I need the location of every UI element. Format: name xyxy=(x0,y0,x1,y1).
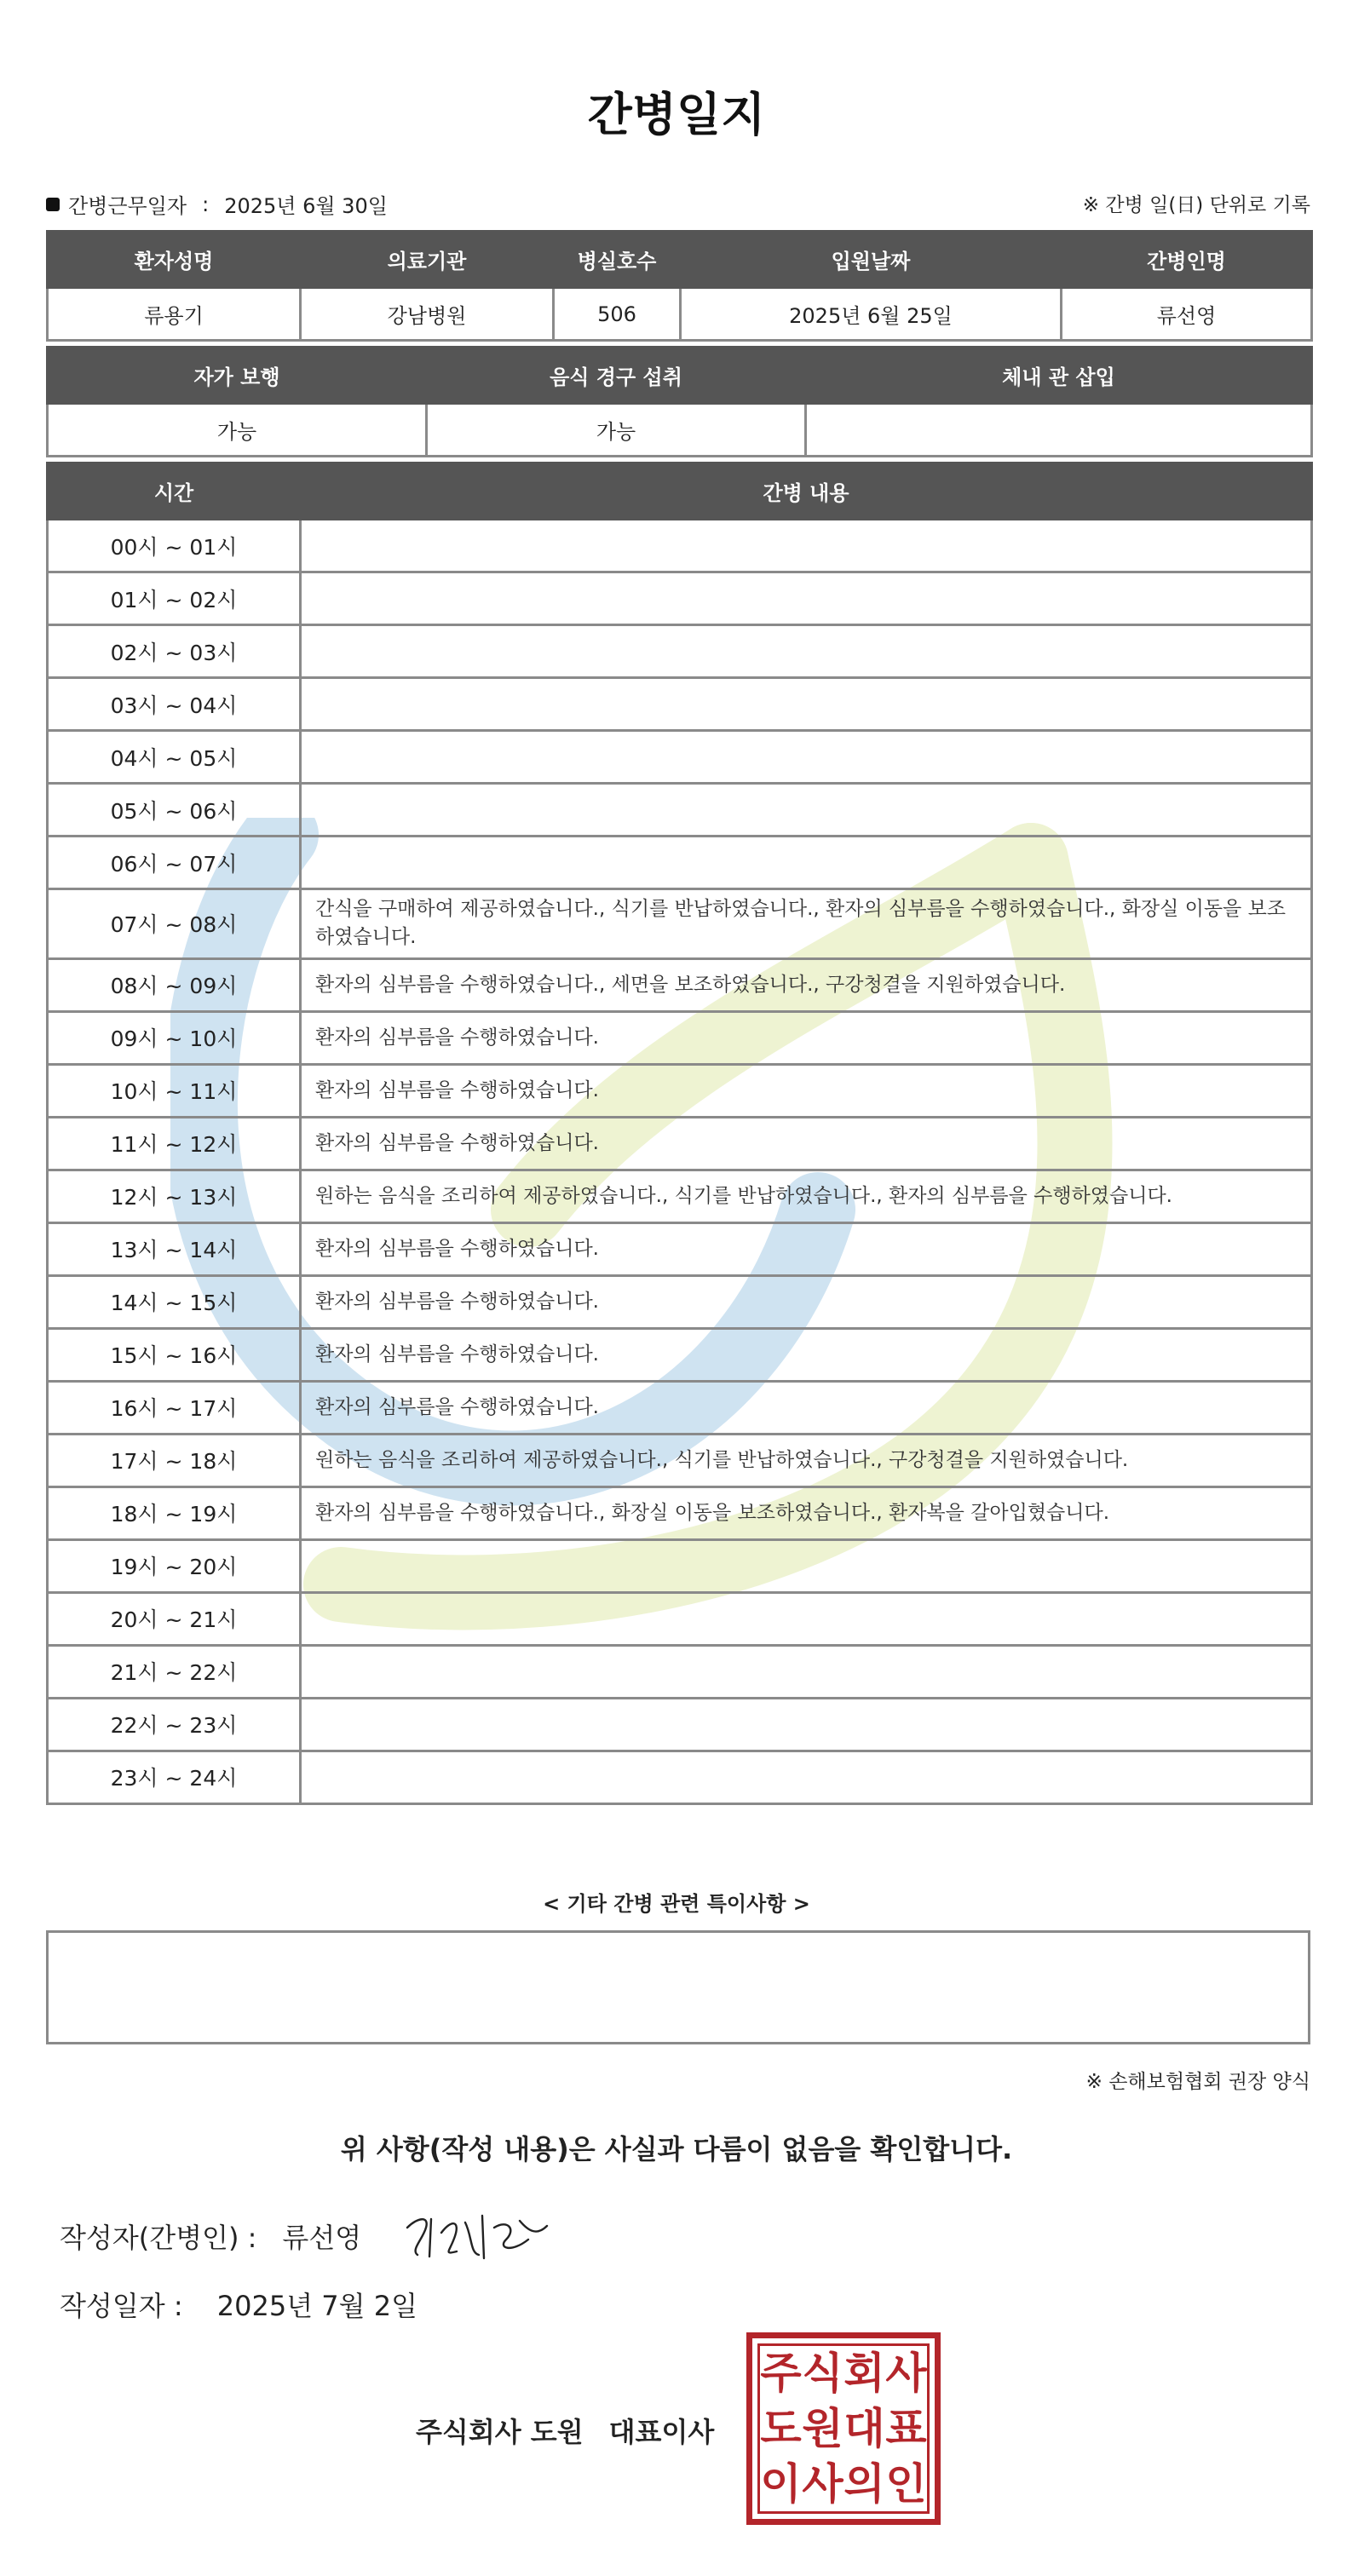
confirmation-statement: 위 사항(작성 내용)은 사실과 다름이 없음을 확인합니다. xyxy=(340,2133,1013,2165)
care-log-time: 07시 ~ 08시 xyxy=(48,889,301,959)
care-log-time: 12시 ~ 13시 xyxy=(48,1170,301,1222)
written-date-label: 작성일자 : xyxy=(60,2290,183,2322)
care-log-time: 16시 ~ 17시 xyxy=(48,1381,301,1434)
care-log-time: 23시 ~ 24시 xyxy=(48,1751,301,1803)
care-log-content: 원하는 음식을 조리하여 제공하였습니다., 식기를 반납하였습니다., 환자의 심부름을 수행하였습니다. xyxy=(301,1170,1312,1222)
care-log-table xyxy=(46,462,1313,1805)
work-date-row xyxy=(46,189,1310,216)
seal-character: 사 xyxy=(802,2458,843,2509)
care-log-content xyxy=(301,1645,1312,1698)
status-value-row xyxy=(48,404,1312,457)
care-log-time: 00시 ~ 01시 xyxy=(48,520,301,572)
care-log-time: 13시 ~ 14시 xyxy=(48,1222,301,1275)
care-log-time: 05시 ~ 06시 xyxy=(48,784,301,837)
seal-character: 원 xyxy=(802,2402,843,2453)
page-title: 간병일지 xyxy=(587,88,766,141)
status-header-row xyxy=(48,348,1312,404)
seal-character: 도 xyxy=(760,2402,802,2453)
care-log-time: 20시 ~ 21시 xyxy=(48,1592,301,1645)
header-caregiver-name: 간병인명 xyxy=(1062,232,1312,288)
care-log-time: 03시 ~ 04시 xyxy=(48,678,301,731)
care-log-row xyxy=(48,1328,1312,1381)
square-bullet-icon xyxy=(46,198,60,211)
care-log-row xyxy=(48,1275,1312,1328)
seal-character: 주 xyxy=(760,2348,802,2399)
care-log-time: 17시 ~ 18시 xyxy=(48,1434,301,1486)
care-log-time: 14시 ~ 15시 xyxy=(48,1275,301,1328)
care-log-content xyxy=(301,572,1312,625)
care-log-time: 01시 ~ 02시 xyxy=(48,572,301,625)
special-notes-title: < 기타 간병 관련 특이사항 > xyxy=(543,1892,810,1916)
care-log-time: 02시 ~ 03시 xyxy=(48,625,301,678)
care-log-row xyxy=(48,1751,1312,1803)
writer-name: 류선영 xyxy=(282,2222,362,2254)
care-log-row xyxy=(48,1117,1312,1170)
care-log-row xyxy=(48,1698,1312,1751)
header-patient-name: 환자성명 xyxy=(48,232,301,288)
header-tube-insertion: 체내 관 삽입 xyxy=(806,348,1312,404)
care-log-row xyxy=(48,1539,1312,1592)
care-log-content xyxy=(301,1592,1312,1645)
handwritten-signature xyxy=(400,2202,554,2270)
care-log-row xyxy=(48,1064,1312,1117)
caregiver-name: 류선영 xyxy=(1062,288,1312,341)
care-log-row xyxy=(48,678,1312,731)
care-log-time: 15시 ~ 16시 xyxy=(48,1328,301,1381)
special-notes-box xyxy=(46,1930,1310,2044)
care-log-content xyxy=(301,520,1312,572)
care-log-time: 21시 ~ 22시 xyxy=(48,1645,301,1698)
seal-character: 인 xyxy=(885,2458,927,2509)
seal-character: 회 xyxy=(843,2348,885,2399)
care-log-content: 원하는 음식을 조리하여 제공하였습니다., 식기를 반납하였습니다., 구강청결을 지원하였습니다. xyxy=(301,1434,1312,1486)
care-log-content: 환자의 심부름을 수행하였습니다. xyxy=(301,1328,1312,1381)
care-log-time: 19시 ~ 20시 xyxy=(48,1539,301,1592)
care-log-row xyxy=(48,1434,1312,1486)
header-admission-date: 입원날짜 xyxy=(681,232,1062,288)
writer-row xyxy=(60,2217,361,2256)
seal-character: 사 xyxy=(885,2348,927,2399)
care-log-content xyxy=(301,1698,1312,1751)
care-log-content: 환자의 심부름을 수행하였습니다., 세면을 보조하였습니다., 구강청결을 지원하였습니다. xyxy=(301,958,1312,1011)
care-log-row xyxy=(48,958,1312,1011)
form-note: ※ 손해보험협회 권장 양식 xyxy=(1085,2071,1310,2093)
company-role: 대표이사 xyxy=(608,2416,715,2448)
care-log-time: 04시 ~ 05시 xyxy=(48,731,301,784)
patient-name: 류용기 xyxy=(48,288,301,341)
care-log-row xyxy=(48,889,1312,959)
work-date-label: 간병근무일자 xyxy=(68,194,187,218)
care-log-content xyxy=(301,784,1312,837)
patient-info-table xyxy=(46,230,1313,342)
care-log-time: 06시 ~ 07시 xyxy=(48,837,301,889)
care-log-content xyxy=(301,1751,1312,1803)
care-log-row xyxy=(48,1486,1312,1539)
work-date-value: 2025년 6월 30일 xyxy=(224,194,388,218)
header-room: 병실호수 xyxy=(554,232,681,288)
record-note: ※ 간병 일(日) 단위로 기록 xyxy=(1082,194,1310,216)
care-log-row xyxy=(48,625,1312,678)
care-log-time: 22시 ~ 23시 xyxy=(48,1698,301,1751)
header-walking: 자가 보행 xyxy=(48,348,427,404)
care-log-content xyxy=(301,678,1312,731)
care-log-row xyxy=(48,1592,1312,1645)
header-oral-intake: 음식 경구 섭취 xyxy=(427,348,806,404)
care-log-time: 10시 ~ 11시 xyxy=(48,1064,301,1117)
care-log-row xyxy=(48,520,1312,572)
care-log-content: 환자의 심부름을 수행하였습니다., 화장실 이동을 보조하였습니다., 환자복을 갈아입혔습니다. xyxy=(301,1486,1312,1539)
care-log-content: 환자의 심부름을 수행하였습니다. xyxy=(301,1064,1312,1117)
seal-character-grid xyxy=(757,2343,930,2514)
care-log-content: 간식을 구매하여 제공하였습니다., 식기를 반납하였습니다., 환자의 심부름을 수행하였습니다., 화장실 이동을 보조하였습니다. xyxy=(301,889,1312,959)
care-log-time: 11시 ~ 12시 xyxy=(48,1117,301,1170)
care-log-content xyxy=(301,837,1312,889)
oral-intake-status: 가능 xyxy=(427,404,806,457)
seal-character: 식 xyxy=(802,2348,843,2399)
admission-date: 2025년 6월 25일 xyxy=(681,288,1062,341)
walking-status: 가능 xyxy=(48,404,427,457)
care-log-row xyxy=(48,731,1312,784)
header-care-content: 간병 내용 xyxy=(301,463,1312,520)
care-log-row xyxy=(48,784,1312,837)
care-log-content xyxy=(301,625,1312,678)
seal-character: 의 xyxy=(843,2458,885,2509)
care-log-content: 환자의 심부름을 수행하였습니다. xyxy=(301,1222,1312,1275)
seal-character: 이 xyxy=(760,2458,802,2509)
hospital-name: 강남병원 xyxy=(301,288,554,341)
patient-value-row xyxy=(48,288,1312,341)
written-date-value: 2025년 7월 2일 xyxy=(216,2290,418,2322)
patient-header-row xyxy=(48,232,1312,288)
care-log-time: 18시 ~ 19시 xyxy=(48,1486,301,1539)
care-log-content: 환자의 심부름을 수행하였습니다. xyxy=(301,1275,1312,1328)
seal-character: 대 xyxy=(843,2402,885,2453)
header-time: 시간 xyxy=(48,463,301,520)
care-log-row xyxy=(48,1645,1312,1698)
care-log-header-row xyxy=(48,463,1312,520)
care-log-content: 환자의 심부름을 수행하였습니다. xyxy=(301,1117,1312,1170)
care-log-content xyxy=(301,1539,1312,1592)
room-number: 506 xyxy=(554,288,681,341)
care-log-row xyxy=(48,572,1312,625)
care-log-content: 환자의 심부름을 수행하였습니다. xyxy=(301,1381,1312,1434)
care-log-body xyxy=(48,520,1312,1804)
work-date-separator: : xyxy=(202,192,210,216)
care-log-row xyxy=(48,1222,1312,1275)
company-name: 주식회사 도원 xyxy=(416,2416,584,2448)
care-log-row xyxy=(48,837,1312,889)
care-log-row xyxy=(48,1381,1312,1434)
company-signature-line xyxy=(416,2411,714,2450)
care-log-row xyxy=(48,1011,1312,1064)
company-seal-stamp xyxy=(746,2332,941,2525)
writer-label: 작성자(간병인) : xyxy=(60,2222,257,2254)
care-log-time: 09시 ~ 10시 xyxy=(48,1011,301,1064)
care-log-row xyxy=(48,1170,1312,1222)
care-log-time: 08시 ~ 09시 xyxy=(48,958,301,1011)
seal-character: 표 xyxy=(885,2402,927,2453)
care-log-content xyxy=(301,731,1312,784)
patient-status-table xyxy=(46,346,1313,457)
care-log-content: 환자의 심부름을 수행하였습니다. xyxy=(301,1011,1312,1064)
header-hospital: 의료기관 xyxy=(301,232,554,288)
written-date-row xyxy=(60,2285,417,2324)
tube-insertion-status xyxy=(806,404,1312,457)
